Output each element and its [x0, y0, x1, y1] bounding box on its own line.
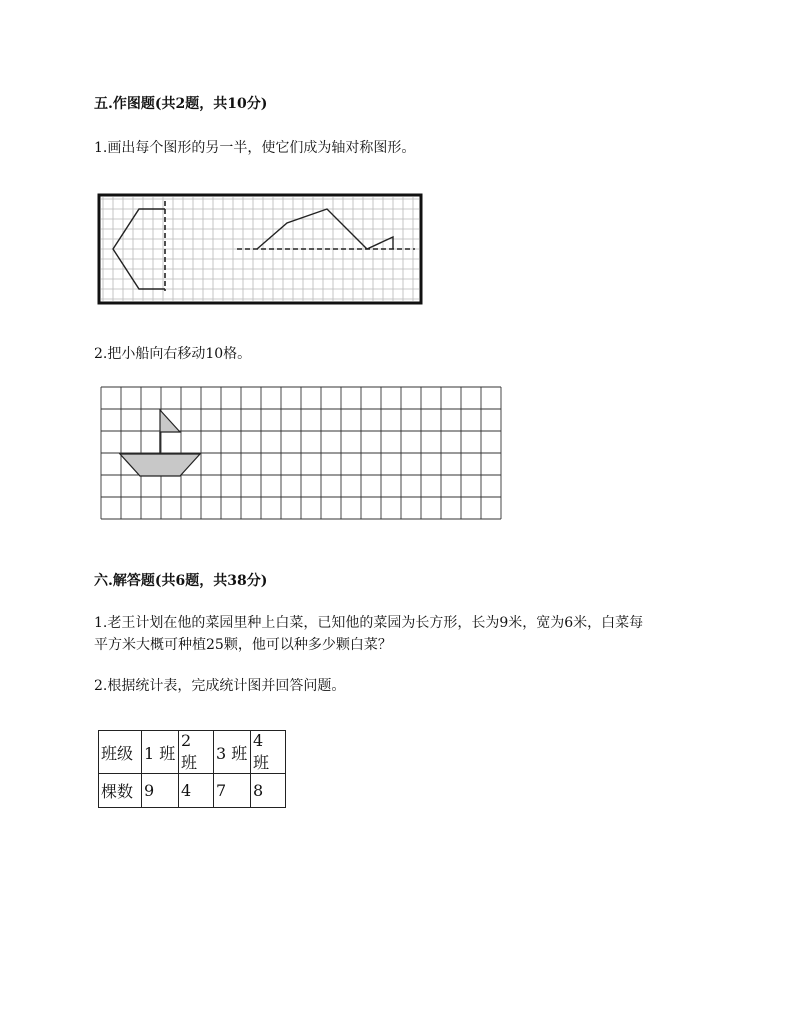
table-cell: 4: [179, 774, 214, 808]
question-6-1-line-2: 平方米大概可种植25颗，他可以种多少颗白菜？: [94, 637, 392, 653]
table-cell: 3 班: [214, 731, 251, 774]
table-cell: 班级: [99, 731, 142, 774]
section-6-title: 六.解答题(共6题，共38分): [94, 573, 268, 589]
table-row: [99, 774, 286, 808]
table-cell: 4 班: [251, 731, 286, 774]
boat-grid-lines: [101, 387, 501, 519]
table-cell: 棵数: [99, 774, 142, 808]
table-cell: 1 班: [142, 731, 179, 774]
stats-table: [98, 730, 286, 808]
question-6-1-line-1: 1.老王计划在他的菜园里种上白菜，已知他的菜园为长方形，长为9米，宽为6米，白菜每: [94, 615, 644, 631]
symmetry-grid-figure: [97, 193, 425, 307]
table-header-row: [99, 731, 286, 774]
table-cell: 2 班: [179, 731, 214, 774]
question-6-2: 2.根据统计表，完成统计图并回答问题。: [94, 678, 346, 694]
question-5-1: 1.画出每个图形的另一半，使它们成为轴对称图形。: [94, 140, 416, 156]
table-cell: 7: [214, 774, 251, 808]
boat-hull: [120, 454, 200, 476]
table-cell: 9: [142, 774, 179, 808]
boat-sail: [160, 410, 180, 432]
symmetry-grid-lines: [101, 197, 419, 301]
question-5-2: 2.把小船向右移动10格。: [94, 346, 252, 362]
boat-grid-figure: [100, 386, 506, 522]
table-cell: 8: [251, 774, 286, 808]
section-5-title: 五.作图题(共2题，共10分): [94, 96, 268, 112]
